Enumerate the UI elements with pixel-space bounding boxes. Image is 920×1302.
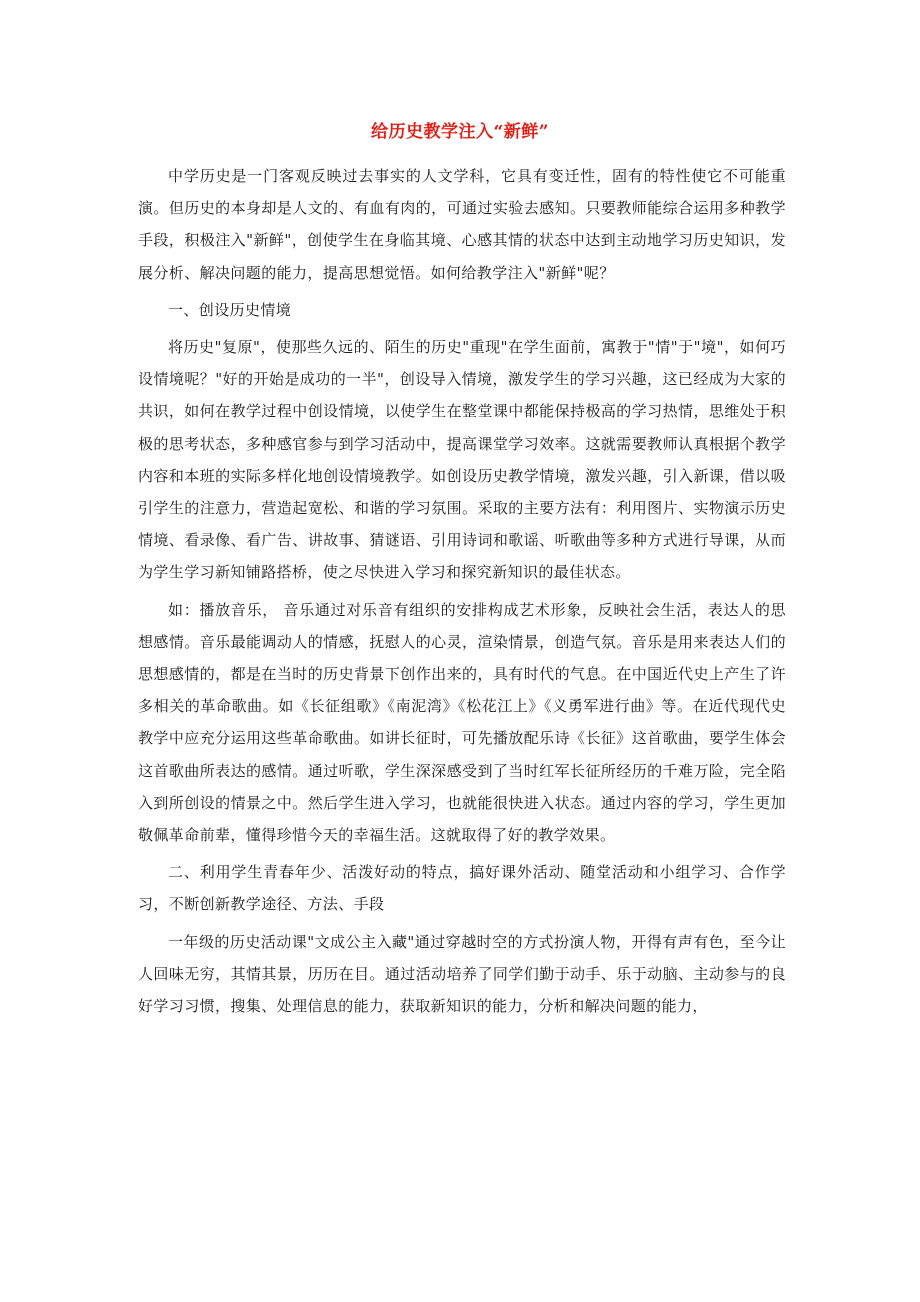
paragraph-intro: 中学历史是一门客观反映过去事实的人文学科，它具有变迁性，固有的特性使它不可能重演。但历史的本身却是人文的、有血有肉的，可通过实验去感知。只要教师能综合运用多种教学手段，积极注入"新鲜"，创使学生在身临其境、心感其情的状态中达到主动地学习历史知识，发展分析、解决问题的能力，提高思想觉悟。如何给教学注入"新鲜"呢？ — [138, 167, 786, 282]
document-title: 给历史教学注入“新鲜” — [370, 122, 550, 142]
document-body — [138, 160, 786, 1022]
section-heading-1: 一、创设历史情境 — [168, 300, 292, 319]
paragraph-music-example: 如：播放音乐， 音乐通过对乐音有组织的安排构成艺术形象，反映社会生活，表达人的思想感情。音乐最能调动人的情感，抚慰人的心灵，渲染情景，创造气氛。音乐是用来表达人们的思想感情的，都是在当时的历史背景下创作出来的，具有时代的气息。在中国近代史上产生了许多相关的革命歌曲。如《长征组歌》《南泥湾》《松花江上》《义勇军进行曲》等。在近代现代史教学中应充分运用这些革命歌曲。如讲长征时，可先播放配乐诗《长征》这首歌曲，要学生体会这首歌曲所表达的感情。通过听歌，学生深深感受到了当时红军长征所经历的千难万险，完全陷入到所创设的情景之中。然后学生进入学习，也就能很快进入状态。通过内容的学习，学生更加敬佩革命前辈，懂得珍惜今天的幸福生活。这就取得了好的教学效果。 — [138, 600, 786, 845]
section-heading-2: 二、利用学生青春年少、活泼好动的特点，搞好课外活动、随堂活动和小组学习、合作学习，不断创新教学途径、方法、手段 — [138, 863, 786, 914]
paragraph-activity: 一年级的历史活动课"文成公主入藏"通过穿越时空的方式扮演人物，开得有声有色，至今让人回味无穷，其情其景，历历在目。通过活动培养了同学们勤于动手、乐于动脑、主动参与的良好学习习惯，搜集、处理信息的能力，获取新知识的能力，分析和解决问题的能力， — [138, 932, 786, 1016]
paragraph-situation: 将历史"复原"，使那些久远的、陌生的历史"重现"在学生面前，寓教于"情"于"境"，如何巧设情境呢？"好的开始是成功的一半"，创设导入情境，激发学生的学习兴趣，这已经成为大家的共识，如何在教学过程中创设情境，以使学生在整堂课中都能保持极高的学习热情，思维处于积极的思考状态，多种感官参与到学习活动中，提高课堂学习效率。这就需要教师认真根据个教学内容和本班的实际多样化地创设情境教学。如创设历史教学情境，激发兴趣，引入新课，借以吸引学生的注意力，营造起宽松、和谐的学习氛围。采取的主要方法有：利用图片、实物演示历史情境、看录像、看广告、讲故事、猜谜语、引用诗词和歌谣、听歌曲等多种方式进行导课，从而为学生学习新知铺路搭桥，使之尽快进入学习和探究新知识的最佳状态。 — [138, 338, 786, 582]
